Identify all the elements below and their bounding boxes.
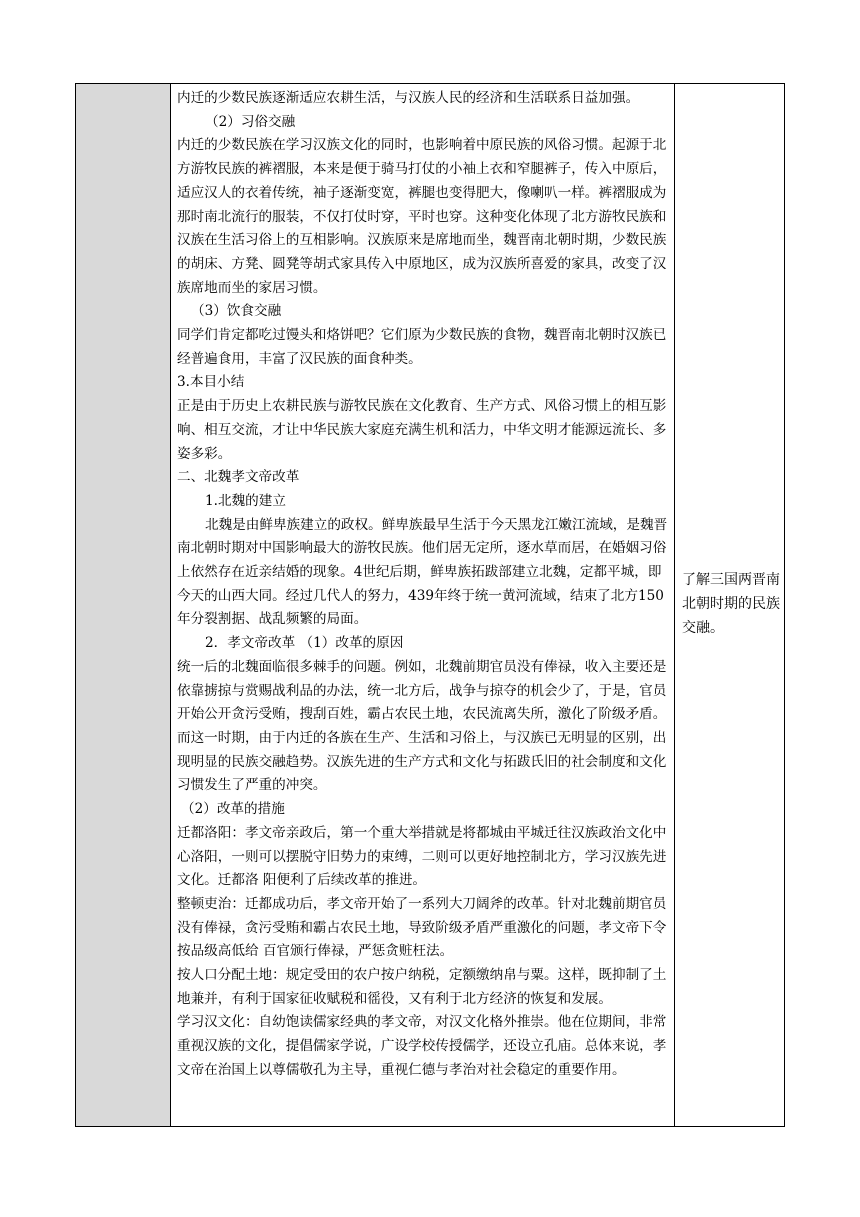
content-line: （3）饮食交融 [191, 303, 282, 320]
learning-goal: 了解三国两晋南北朝时期的民族交融。 [682, 572, 780, 636]
content-line: 学习汉文化：自幼饱读儒家经典的孝文帝，对汉文化格外推崇。他在位期间，非常重视汉族的文化，提倡儒家学说，广设学校传授儒学，还设立孔庙。总体来说，孝文帝在治国上以尊儒敬孔为主导，重视仁德与孝治对社会稳定的重要作用。 [177, 1014, 667, 1078]
content-line: 整顿吏治：迁都成功后，孝文帝开始了一系列大刀阔斧的改革。针对北魏前期官员没有俸禄，贪污受贿和霸占农民土地，导致阶级矛盾严重激化的问题，孝文帝下令按品级高低给 百官颁行俸禄，严惩贪赃枉法。 [177, 895, 667, 960]
content-line: 北魏是由鲜卑族建立的政权。鲜卑族最早生活于今天黑龙江嫩江流域，是魏晋南北朝时期对中国影响最大的游牧民族。他们居无定所，逐水草而居，在婚姻习俗上依然存在近亲结婚的现象。4世纪后期，鲜卑族拓跋部建立北魏，定都平城，即今天的山西大同。经过几代人的努力，439年终于统一黄河流域，结束了北方150年分裂割据、战乱频繁的局面。 [177, 516, 668, 628]
content-line: 统一后的北魏面临很多棘手的问题。例如，北魏前期官员没有俸禄，收入主要还是依靠掳掠与赏赐战利品的办法，统一北方后，战争与掠夺的机会少了，于是，官员开始公开贪污受贿，搜刮百姓，霸占农民土地，农民流离失所，激化了阶级矛盾。而这一时期，由于内迁的各族在生产、生活和习俗上，与汉族已无明显的区别，出现明显的民族交融趋势。汉族先进的生产方式和文化与拓跋氏旧的社会制度和文化习惯发生了严重的冲突。 [177, 658, 667, 794]
content-line: 1.北魏的建立 [205, 492, 286, 509]
content-line: 内迁的少数民族在学习汉族文化的同时，也影响着中原民族的风俗习惯。起源于北方游牧民族的裤褶服，本来是便于骑马打仗的小袖上衣和窄腿裤子，传入中原后，适应汉人的衣着传统，袖子逐渐变宽，裤腿也变得肥大，像喇叭一样。裤褶服成为那时南北流行的服装，不仅打仗时穿，平时也穿。这种变化体现了北方游牧民族和汉族在生活习俗上的互相影响。汉族原来是席地而坐，魏晋南北朝时期，少数民族的胡床、方凳、圆凳等胡式家具传入中原地区，成为汉族所喜爱的家具，改变了汉族席地而坐的家居习惯。 [177, 137, 667, 296]
content-line: 同学们肯定都吃过馒头和烙饼吧？它们原为少数民族的食物，魏晋南北朝时汉族已经普遍食用，丰富了汉民族的面食种类。 [177, 327, 667, 367]
content-line: 迁都洛阳：孝文帝亲政后，第一个重大举措就是将都城由平城迁往汉族政治文化中心洛阳，一则可以摆脱守旧势力的束缚，二则可以更好地控制北方，学习汉族先进文化。迁都洛 阳便利了后续改革的推进。 [177, 824, 667, 889]
lesson-table [75, 83, 785, 1127]
content-line: （2）习俗交融 [205, 113, 296, 130]
goal-column [675, 84, 784, 1126]
content-line: 二、北魏孝文帝改革 [177, 469, 300, 486]
left-shaded-column [76, 84, 171, 1126]
content-line: 按人口分配土地：规定受田的农户按户纳税，定额缴纳帛与粟。这样，既抑制了土地兼并，有利于国家征收赋税和徭役，又有利于北方经济的恢复和发展。 [177, 967, 667, 1007]
content-line: （2）改革的措施 [181, 801, 285, 818]
content-line: 2．孝文帝改革 （1）改革的原因 [205, 635, 404, 652]
content-line: 内迁的少数民族逐渐适应农耕生活，与汉族人民的经济和生活联系日益加强。 [177, 90, 640, 106]
content-line: 3.本目小结 [177, 374, 245, 391]
content-line: 正是由于历史上农耕民族与游牧民族在文化教育、生产方式、风俗习惯上的相互影响、相互交流，才让中华民族大家庭充满生机和活力，中华文明才能源远流长、多姿多彩。 [177, 398, 667, 462]
content-column [171, 84, 675, 1126]
